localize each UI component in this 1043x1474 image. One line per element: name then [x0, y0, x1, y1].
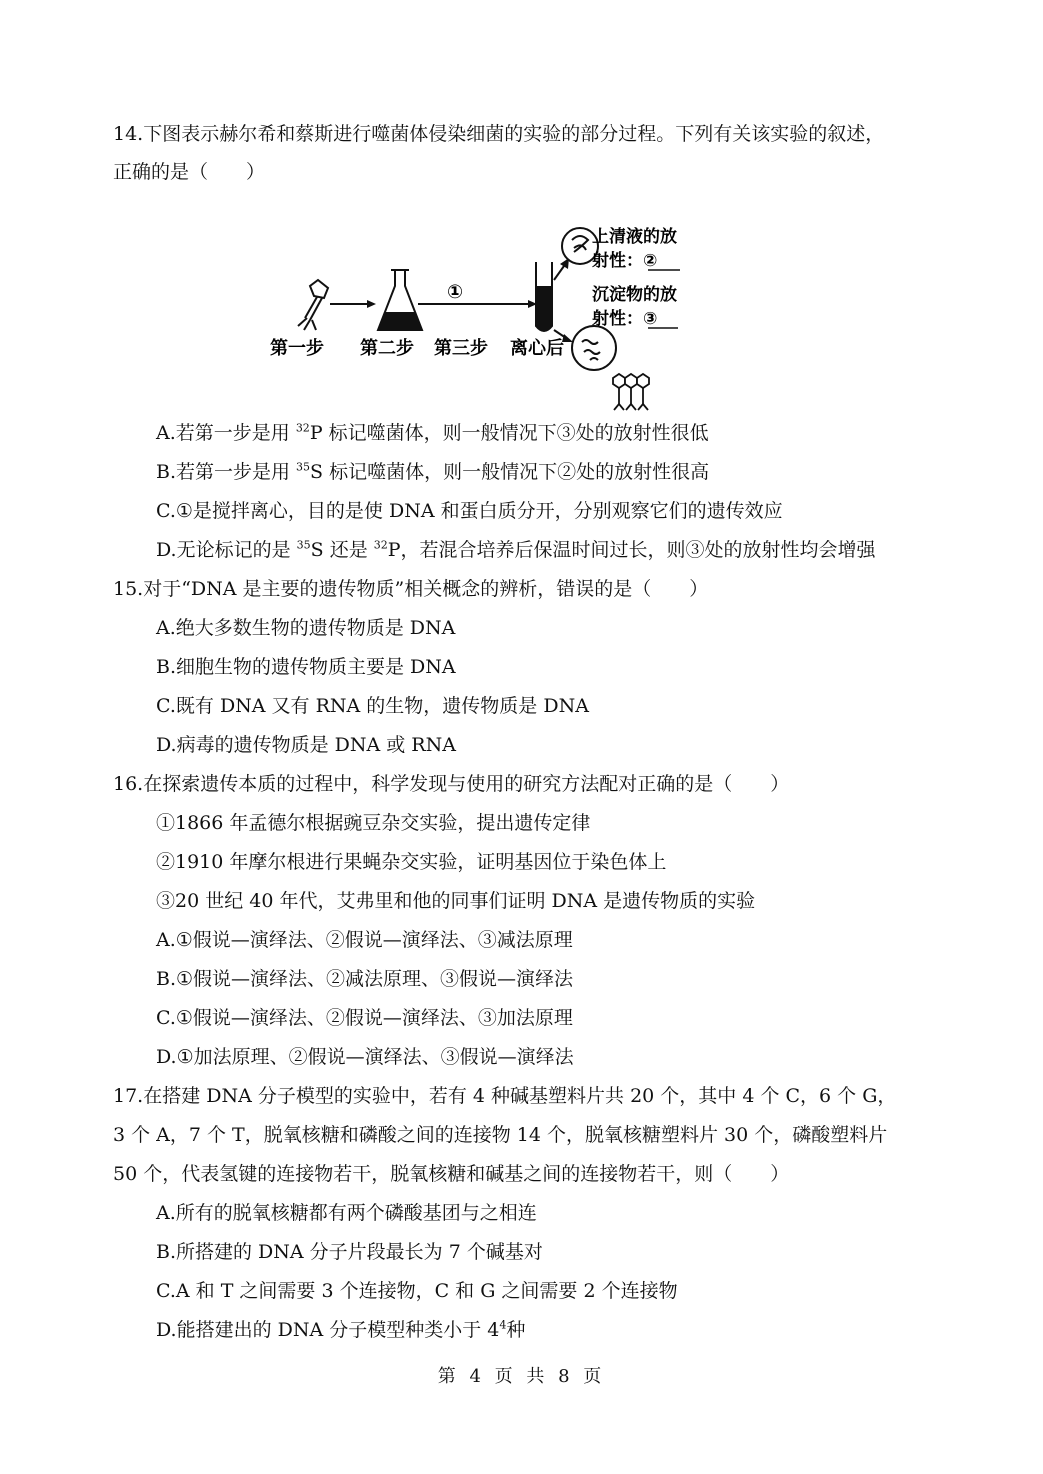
- q16-stem: 16.在探索遗传本质的过程中，科学发现与使用的研究方法配对正确的是（ ）: [113, 773, 790, 795]
- q14-stem-line2: 正确的是（ ）: [113, 161, 266, 183]
- phage-experiment-diagram: [270, 218, 710, 414]
- diagram-arrow-label: ①: [447, 281, 464, 303]
- diagram-supernatant-line1: 上清液的放: [592, 227, 677, 247]
- q17-option-a: A.所有的脱氧核糖都有两个磷酸基团与之相连: [156, 1202, 537, 1224]
- q15-option-c: C.既有 DNA 又有 RNA 的生物，遗传物质是 DNA: [156, 695, 589, 717]
- q16-option-b: B.①假说—演绎法、②减法原理、③假说—演绎法: [156, 968, 574, 990]
- q17-stem-line1: 17.在搭建 DNA 分子模型的实验中，若有 4 种碱基塑料片共 20 个，其中 4 个 C，6 个 G，: [113, 1085, 897, 1107]
- q14-option-c: C.①是搅拌离心，目的是使 DNA 和蛋白质分开，分别观察它们的遗传效应: [156, 500, 783, 522]
- test-tube-icon: [536, 262, 552, 331]
- q17-option-c: C.A 和 T 之间需要 3 个连接物，C 和 G 之间需要 2 个连接物: [156, 1280, 678, 1302]
- diagram-step2-label: 第二步: [360, 338, 414, 359]
- q15-stem: 15.对于“DNA 是主要的遗传物质”相关概念的辨析，错误的是（ ）: [113, 578, 709, 600]
- q14-option-a: A.若第一步是用 $^{32}$P 标记噬菌体，则一般情况下③处的放射性很低: [156, 421, 709, 444]
- phage-group-icon: [613, 374, 649, 410]
- q17-stem-line3: 50 个，代表氢键的连接物若干，脱氧核糖和碱基之间的连接物若干，则（ ）: [113, 1163, 790, 1185]
- diagram-step1-label: 第一步: [270, 338, 324, 359]
- q16-item-2: ②1910 年摩尔根进行果蝇杂交实验，证明基因位于染色体上: [156, 851, 667, 873]
- q15-option-d: D.病毒的遗传物质是 DNA 或 RNA: [156, 734, 456, 756]
- q16-item-3: ③20 世纪 40 年代，艾弗里和他的同事们证明 DNA 是遗传物质的实验: [156, 890, 756, 912]
- diagram-after-label: 离心后: [510, 338, 564, 359]
- q15-option-b: B.细胞生物的遗传物质主要是 DNA: [156, 656, 456, 678]
- q16-option-c: C.①假说—演绎法、②假说—演绎法、③加法原理: [156, 1007, 573, 1029]
- q14-option-d: D.无论标记的是 $^{35}$S 还是 $^{32}$P，若混合培养后保温时间过长，则③处的放射性均会增强: [156, 538, 876, 561]
- q17-option-d: D.能搭建出的 DNA 分子模型种类小于 $4^4$种: [156, 1318, 526, 1341]
- diagram-supernatant-line2: 射性：②: [592, 251, 658, 271]
- diagram-step3-label: 第三步: [434, 338, 488, 359]
- diagram-sediment-line1: 沉淀物的放: [592, 285, 677, 305]
- q15-option-a: A.绝大多数生物的遗传物质是 DNA: [156, 617, 456, 639]
- page-footer: 第 4 页 共 8 页: [437, 1366, 606, 1387]
- q14-option-b: B.若第一步是用 $^{35}$S 标记噬菌体，则一般情况下②处的放射性很高: [156, 460, 710, 483]
- q14-stem-line1: 14.下图表示赫尔希和蔡斯进行噬菌体侵染细菌的实验的部分过程。下列有关该实验的叙述，: [113, 123, 885, 145]
- sediment-circle: [572, 326, 616, 370]
- q16-item-1: ①1866 年孟德尔根据豌豆杂交实验，提出遗传定律: [156, 812, 591, 834]
- flask-icon: [378, 270, 422, 330]
- diagram-sediment-line2: 射性：③: [592, 309, 658, 329]
- q16-option-d: D.①加法原理、②假说—演绎法、③假说—演绎法: [156, 1046, 574, 1068]
- phage-icon: [298, 280, 328, 330]
- q16-option-a: A.①假说—演绎法、②假说—演绎法、③减法原理: [156, 929, 573, 951]
- q17-option-b: B.所搭建的 DNA 分子片段最长为 7 个碱基对: [156, 1241, 543, 1263]
- q17-stem-line2: 3 个 A，7 个 T，脱氧核糖和磷酸之间的连接物 14 个，脱氧核糖塑料片 30 个，磷酸塑料片: [113, 1124, 888, 1146]
